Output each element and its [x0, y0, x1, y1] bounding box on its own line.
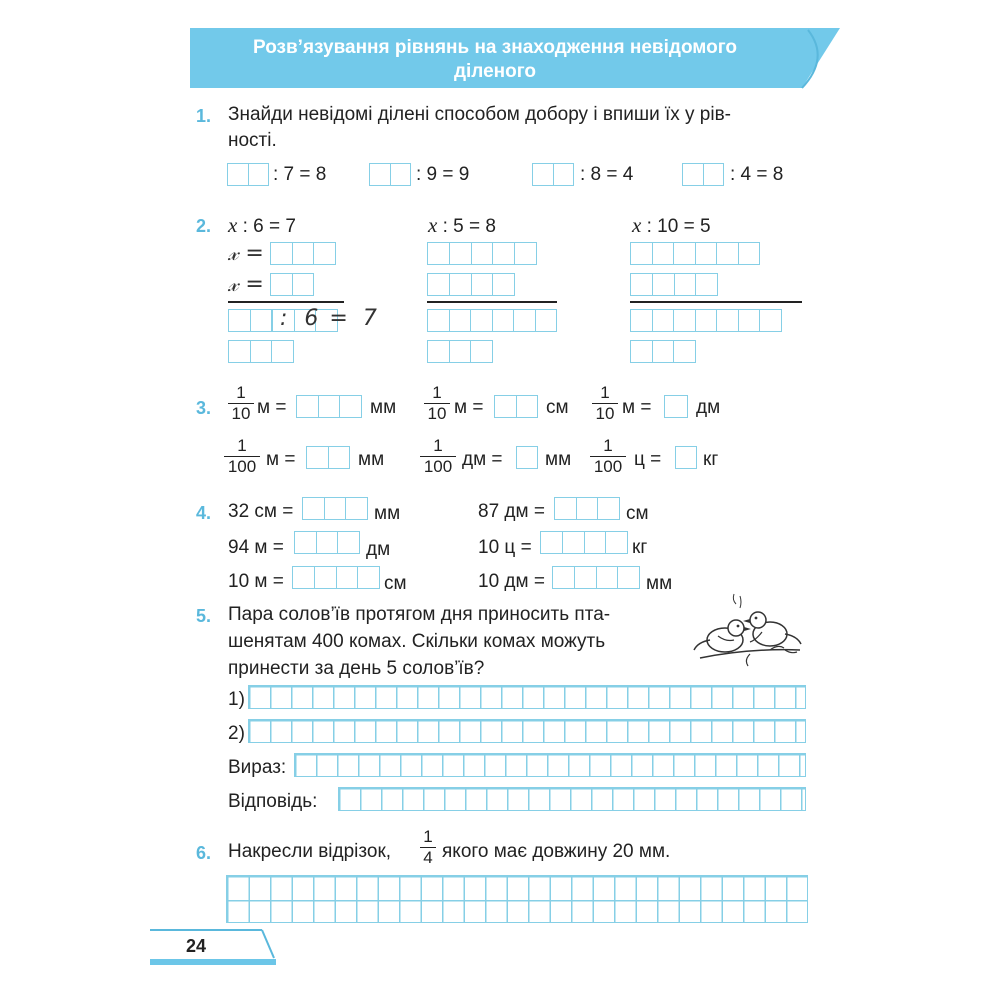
task4-box-3[interactable]: [294, 531, 360, 554]
task6-number: 6.: [196, 843, 212, 863]
task3-box-2[interactable]: [494, 395, 538, 418]
task1-answer-box-4[interactable]: [682, 163, 724, 186]
task3-unit-2a: м =: [454, 397, 484, 418]
task2-eq-2: [428, 214, 496, 238]
task3-frac-5: [420, 437, 456, 476]
task4-box-2[interactable]: [554, 497, 620, 520]
task5-step2-label: 2): [228, 723, 245, 744]
task4-row3-unit: дм: [366, 539, 391, 560]
task1-eq-3: : 8 = 4: [580, 164, 634, 185]
task4-box-4[interactable]: [540, 531, 628, 554]
task2-col1-row2[interactable]: [270, 273, 314, 296]
task4-row2-unit: см: [626, 503, 649, 524]
task1-text-line1: Знайди невідомі ділені способом добору і впиши їх у рів-: [228, 104, 732, 125]
task2-col2-row1[interactable]: [427, 242, 537, 265]
task4-row4-label: 10 ц =: [478, 537, 532, 558]
task1-eq-1: : 7 = 8: [273, 164, 327, 185]
task4-row5-unit: см: [384, 573, 407, 594]
task1-answer-box-1[interactable]: [227, 163, 269, 186]
header-title: [195, 36, 795, 84]
task1-answer-box-2[interactable]: [369, 163, 411, 186]
task5-number: 5.: [196, 606, 212, 626]
task3-box-5[interactable]: [516, 446, 538, 469]
task3-frac-1: [228, 384, 254, 423]
task3-unit-3b: дм: [696, 397, 721, 418]
task6-text-pre: Накресли відрізок,: [228, 841, 392, 862]
task5-line1: Пара солов’їв протягом дня приносить пта-: [228, 604, 611, 625]
task2-number: 2.: [196, 216, 212, 236]
task3-box-4[interactable]: [306, 446, 350, 469]
task2-col3-row2[interactable]: [630, 273, 718, 296]
task4-box-1[interactable]: [302, 497, 368, 520]
frac-den: 100: [593, 457, 623, 476]
task5-expr-grid[interactable]: [294, 753, 806, 777]
header-line1: Розв’язування рівнянь на знаходження невідомого: [253, 37, 737, 58]
page-number-tab: [150, 928, 276, 966]
task3-frac-2: [424, 384, 450, 423]
task4-row6-unit: мм: [646, 573, 673, 594]
task4-box-5[interactable]: [292, 566, 380, 589]
task3-box-1[interactable]: [296, 395, 362, 418]
task5-answer-label: Відповідь:: [228, 791, 318, 812]
task2-eq3-x: x: [632, 213, 642, 237]
task2-hw-check: [280, 308, 377, 330]
task2-col2-row4[interactable]: [427, 340, 493, 363]
task2-col2-row3[interactable]: [427, 309, 557, 332]
task3-box-6[interactable]: [675, 446, 697, 469]
task2-col3-row4[interactable]: [630, 340, 696, 363]
nightingales-illustration: [690, 588, 812, 676]
frac-num: 1: [433, 436, 443, 455]
task2-col3-divider: [630, 301, 802, 303]
task5-expr-label: Вираз:: [228, 757, 287, 778]
task4-row2-label: 87 дм =: [478, 501, 545, 522]
frac-den: 100: [227, 457, 257, 476]
header-line2: діленого: [453, 61, 537, 82]
task2-eq-3: [632, 214, 711, 238]
task2-col3-row1[interactable]: [630, 242, 760, 265]
frac-num: 1: [423, 827, 433, 846]
task2-eq1-x: x: [228, 213, 238, 237]
task2-col2-row2[interactable]: [427, 273, 515, 296]
task2-eq-1: [228, 214, 296, 238]
task6-text-post: якого має довжину 20 мм.: [442, 841, 671, 862]
task2-col1-row1[interactable]: [270, 242, 336, 265]
task6-frac: [420, 828, 436, 867]
task2-col1-divider: [228, 301, 344, 303]
frac-den: 10: [595, 404, 615, 423]
task3-box-3[interactable]: [664, 395, 688, 418]
task5-answer-grid[interactable]: [338, 787, 806, 811]
task2-hw-eq: =: [329, 306, 348, 331]
task4-row1-unit: мм: [374, 503, 401, 524]
task2-col3-row3[interactable]: [630, 309, 782, 332]
task3-unit-6a: ц =: [634, 449, 662, 470]
task3-unit-4a: м =: [266, 449, 296, 470]
task3-unit-3a: м =: [622, 397, 652, 418]
task2-col1-row4[interactable]: [228, 340, 294, 363]
task4-row1-label: 32 см =: [228, 501, 294, 522]
task1-answer-box-3[interactable]: [532, 163, 574, 186]
task3-unit-4b: мм: [358, 449, 385, 470]
frac-num: 1: [237, 436, 247, 455]
task2-eq2-x: x: [428, 213, 438, 237]
task3-unit-1a: м =: [257, 397, 287, 418]
task3-frac-3: [592, 384, 618, 423]
task3-frac-4: [224, 437, 260, 476]
task1-eq-2: : 9 = 9: [416, 164, 470, 185]
task3-number: 3.: [196, 398, 212, 418]
task6-drawing-grid[interactable]: [226, 875, 808, 923]
task2-col2-divider: [427, 301, 557, 303]
task3-unit-6b: кг: [703, 449, 719, 470]
task5-step1-grid[interactable]: [248, 685, 806, 709]
task5-step2-grid[interactable]: [248, 719, 806, 743]
task4-box-6[interactable]: [552, 566, 640, 589]
task2-hw-x2: 𝓍 =: [228, 272, 264, 297]
task1-text-line2: ності.: [228, 130, 277, 151]
task2-eq1-rest: : 6 = 7: [242, 216, 296, 237]
task1-eq-4: : 4 = 8: [730, 164, 784, 185]
task2-eq3-rest: : 10 = 5: [646, 216, 711, 237]
task3-unit-5a: дм =: [462, 449, 503, 470]
frac-den: 10: [427, 404, 447, 423]
task3-unit-2b: см: [546, 397, 569, 418]
frac-num: 1: [236, 383, 246, 402]
task2-col1-check[interactable]: [228, 309, 272, 332]
frac-num: 1: [603, 436, 613, 455]
task3-unit-1b: мм: [370, 397, 397, 418]
frac-den: 4: [423, 848, 433, 867]
frac-den: 100: [423, 457, 453, 476]
task4-row6-label: 10 дм =: [478, 571, 545, 592]
task3-frac-6: [590, 437, 626, 476]
task4-number: 4.: [196, 503, 212, 523]
task2-hw-six: 6: [304, 306, 319, 331]
task4-row3-label: 94 м =: [228, 537, 284, 558]
task2-hw-seven: 7: [362, 306, 377, 331]
task4-row4-unit: кг: [632, 537, 648, 558]
task2-hw-div: :: [280, 306, 288, 331]
frac-num: 1: [600, 383, 610, 402]
frac-num: 1: [432, 383, 442, 402]
task3-unit-5b: мм: [545, 449, 572, 470]
frac-den: 10: [231, 404, 251, 423]
task5-line3: принести за день 5 солов’їв?: [228, 658, 485, 679]
task2-eq2-rest: : 5 = 8: [442, 216, 496, 237]
task2-hw-x1: 𝓍 =: [228, 241, 264, 266]
task5-step1-label: 1): [228, 689, 245, 710]
task1-number: 1.: [196, 106, 212, 126]
task5-line2: шенятам 400 комах. Скільки комах можуть: [228, 631, 606, 652]
page-number: 24: [186, 936, 207, 956]
task4-row5-label: 10 м =: [228, 571, 284, 592]
